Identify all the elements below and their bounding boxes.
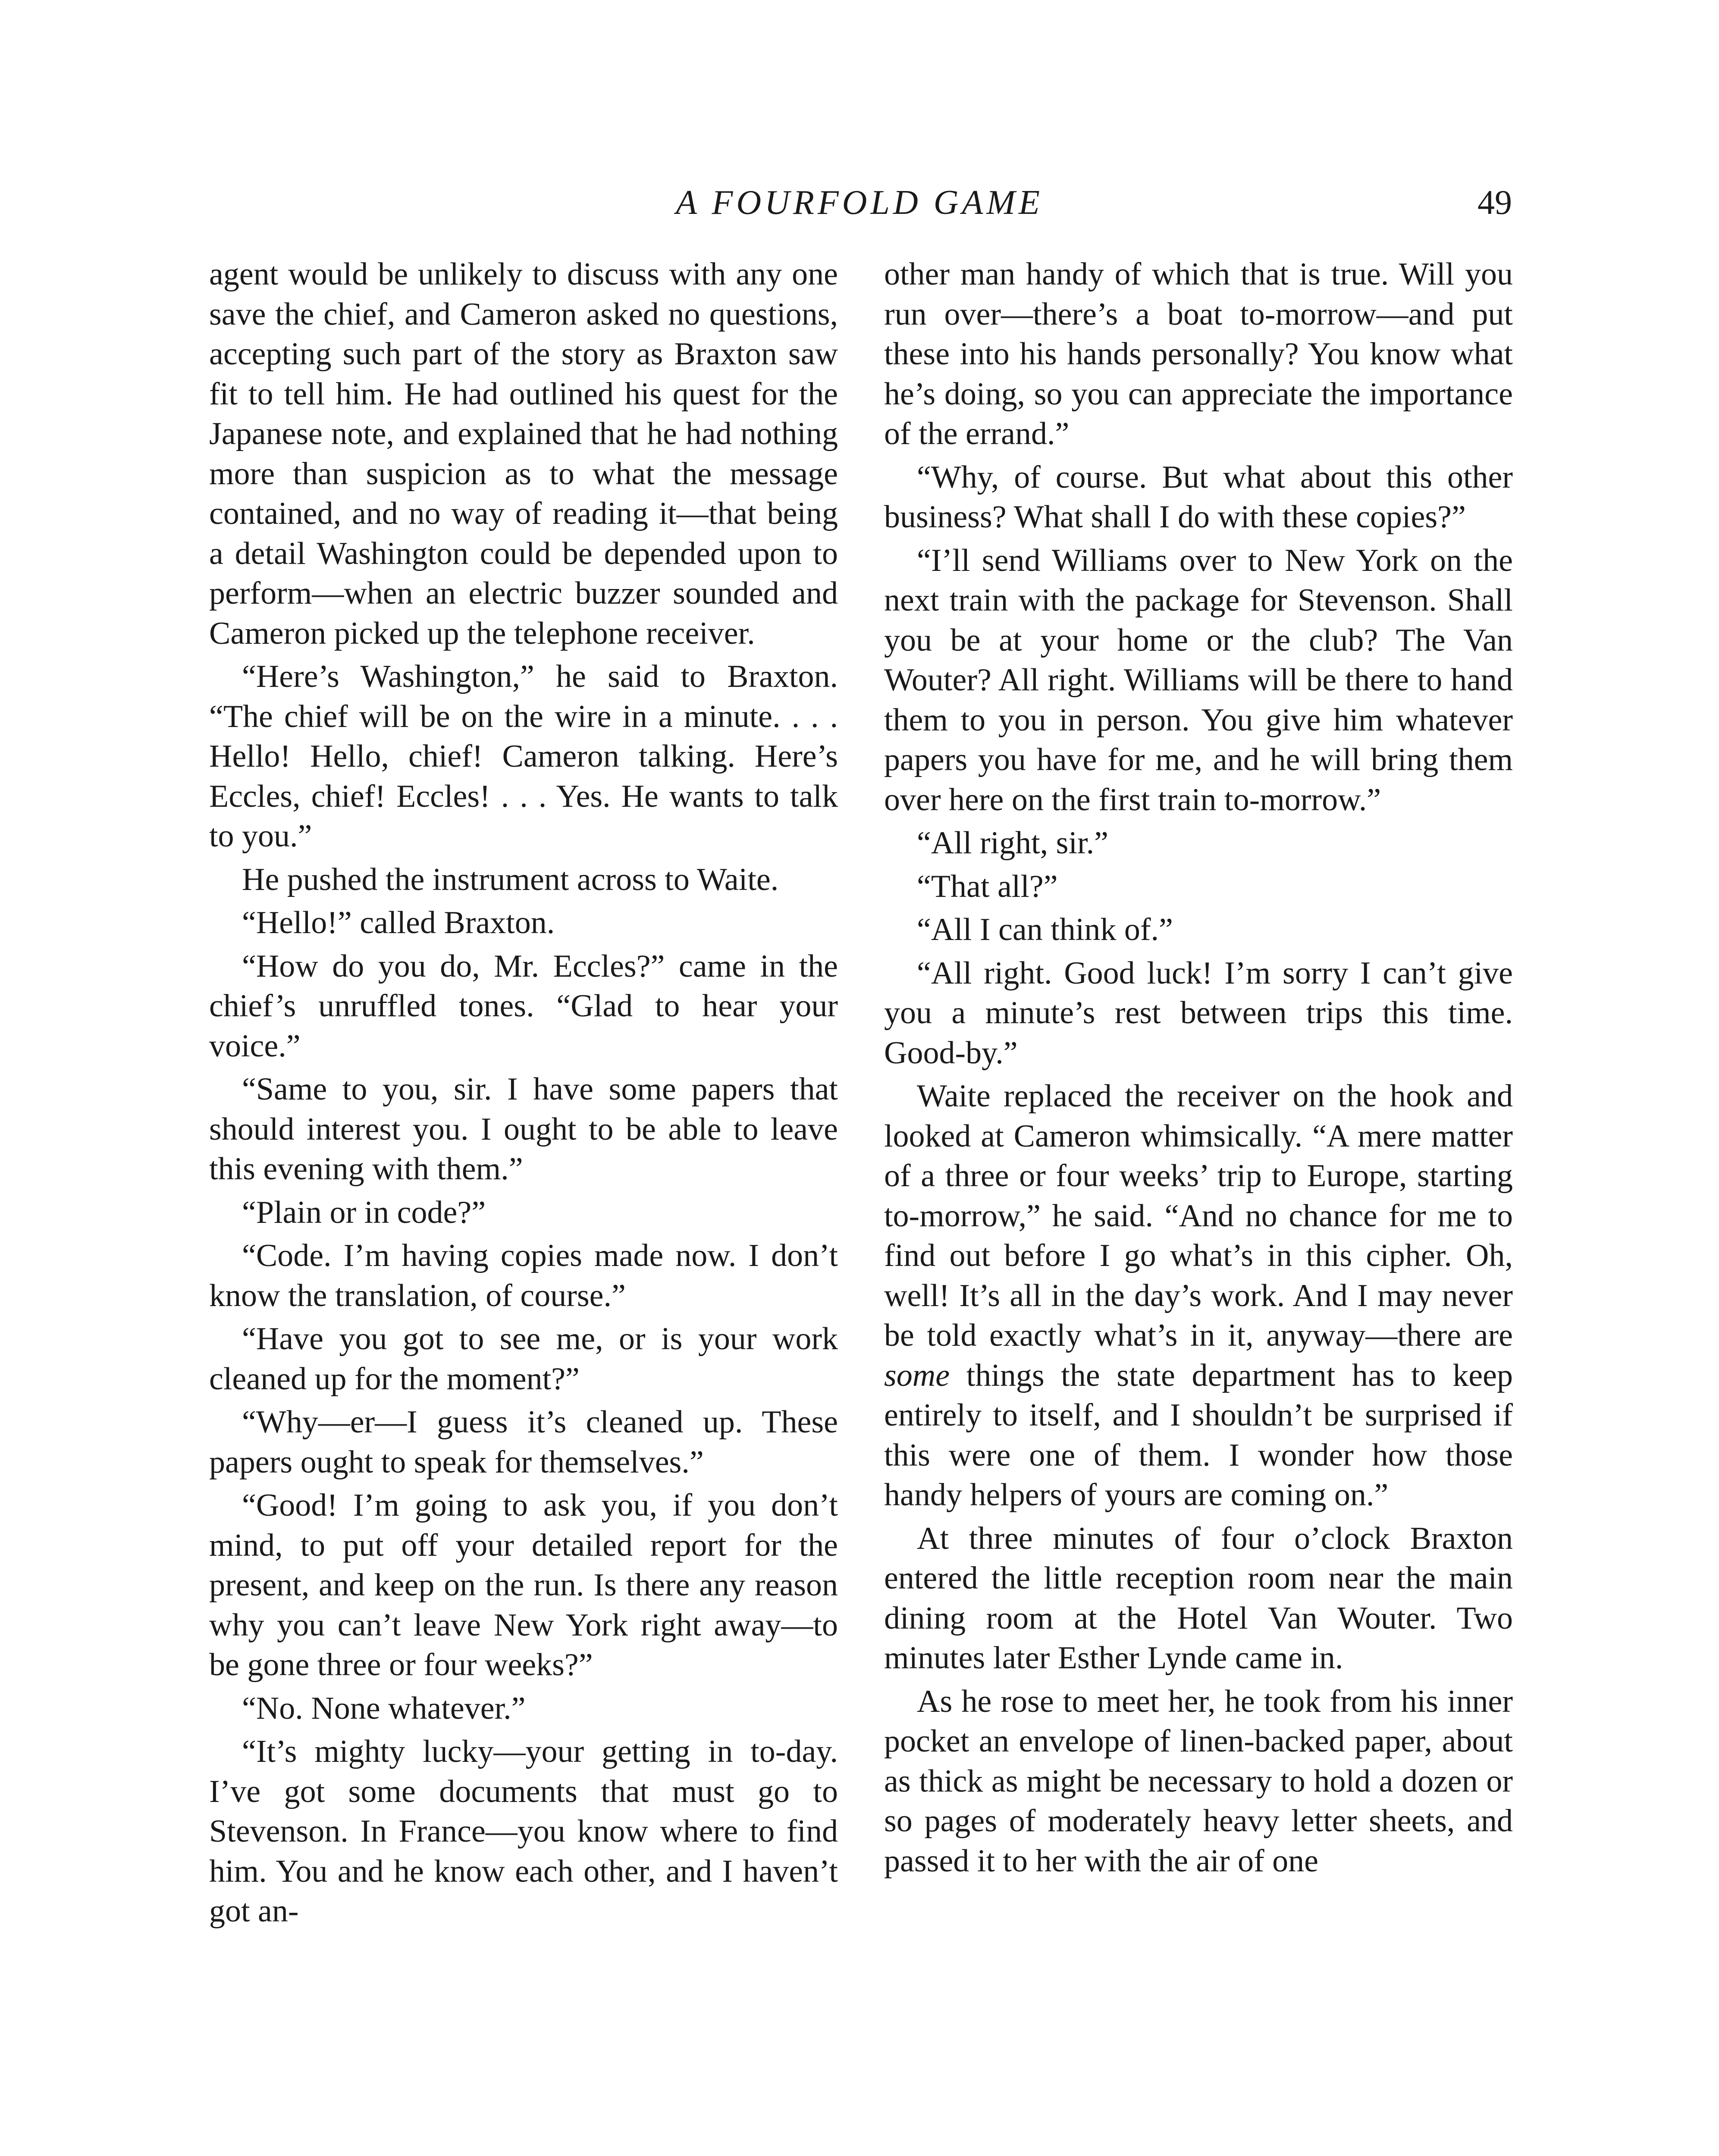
- paragraph: “Have you got to see me, or is your work cleaned up for the moment?”: [209, 1321, 838, 1397]
- paragraph: “Code. I’m having copies made now. I don’t know the translation, of course.”: [209, 1238, 838, 1313]
- paragraph: “Here’s Washington,” he said to Braxton. “The chief will be on the wire in a minute. . . . Hello! Hello, chief! Cameron talking. Here’s Eccles, chief! Eccles! . . . Yes. He wants to talk to you.”: [209, 659, 838, 854]
- paragraph: “Same to you, sir. I have some papers that should interest you. I ought to be able to leave this evening with them.”: [209, 1072, 838, 1187]
- paragraph: “Hello!” called Braxton.: [242, 905, 555, 940]
- paragraph: “It’s mighty lucky—your getting in to-day. I’ve got some documents that must go to Stevenson. In France—you know where to find him. You and he know each other, and I haven’t got an-: [209, 1734, 838, 1929]
- paragraph: “That all?”: [917, 868, 1058, 904]
- paragraph: “Plain or in code?”: [242, 1194, 486, 1230]
- right-column: [884, 254, 1513, 1884]
- paragraph: At three minutes of four o’clock Braxton entered the little reception room near the main dining room at the Hotel Van Wouter. Two minutes later Esther Lynde came in.: [884, 1520, 1513, 1676]
- paragraph: “Why—er—I guess it’s cleaned up. These papers ought to speak for themselves.”: [209, 1404, 838, 1480]
- paragraph: “All right, sir.”: [917, 825, 1108, 861]
- paragraph-text: Waite replaced the receiver on the hook and looked at Cameron whimsically. “A mere matter of a three or four weeks’ trip to Europe, starting to-morrow,” he said. “And no chance for me to find out before I go what’s in this cipher. Oh, well! It’s all in the day’s work. And I may never be told exactly what’s in it, anyway—there are: [884, 1078, 1513, 1353]
- paragraph: “All right. Good luck! I’m sorry I can’t give you a minute’s rest between trips this time. Good-by.”: [884, 955, 1513, 1071]
- paragraph: “How do you do, Mr. Eccles?” came in the chief’s unruffled tones. “Glad to hear your voice.”: [209, 948, 838, 1064]
- emphasized-word: some: [884, 1357, 950, 1393]
- page-number: 49: [1477, 184, 1512, 222]
- paragraph: “All I can think of.”: [917, 912, 1173, 947]
- paragraph: other man handy of which that is true. Will you run over—there’s a boat to-morrow—and put these into his hands personally? You know what he’s doing, so you can appreciate the importance of the errand.”: [884, 257, 1513, 451]
- paragraph-text: things the state department has to keep entirely to itself, and I shouldn’t be surprised if this were one of them. I wonder how those handy helpers of yours are coming on.”: [884, 1357, 1513, 1513]
- paragraph: He pushed the instrument across to Waite.: [242, 862, 779, 897]
- paragraph-with-emphasis: [884, 1076, 1513, 1515]
- paragraph: “Good! I’m going to ask you, if you don’t mind, to put off your detailed report for the present, and keep on the run. Is there any reason why you can’t leave New York right away—to be gone three or four weeks?”: [209, 1488, 838, 1683]
- paragraph: “No. None whatever.”: [242, 1690, 526, 1726]
- left-column: [209, 254, 838, 1935]
- paragraph: As he rose to meet her, he took from his inner pocket an envelope of linen-backed paper, about as thick as might be necessary to hold a dozen or so pages of moderately heavy letter sheets, and passed it to her with the air of one: [884, 1683, 1513, 1879]
- paragraph: “Why, of course. But what about this other business? What shall I do with these copies?”: [884, 459, 1513, 535]
- paragraph: “I’ll send Williams over to New York on the next train with the package for Stevenson. Shall you be at your home or the club? The Van Wouter? All right. Williams will be there to hand them to you in person. You give him whatever papers you have for me, and he will bring them over here on the first train to-morrow.”: [884, 542, 1513, 818]
- paragraph: agent would be unlikely to discuss with any one save the chief, and Cameron asked no questions, accepting such part of the story as Braxton saw fit to tell him. He had outlined his quest for the Japanese note, and explained that he had nothing more than suspicion as to what the message contained, and no way of reading it—that being a detail Washington could be depended upon to perform—when an electric buzzer sounded and Cameron picked up the telephone receiver.: [209, 257, 838, 651]
- running-title: A FOURFOLD GAME: [676, 184, 1043, 222]
